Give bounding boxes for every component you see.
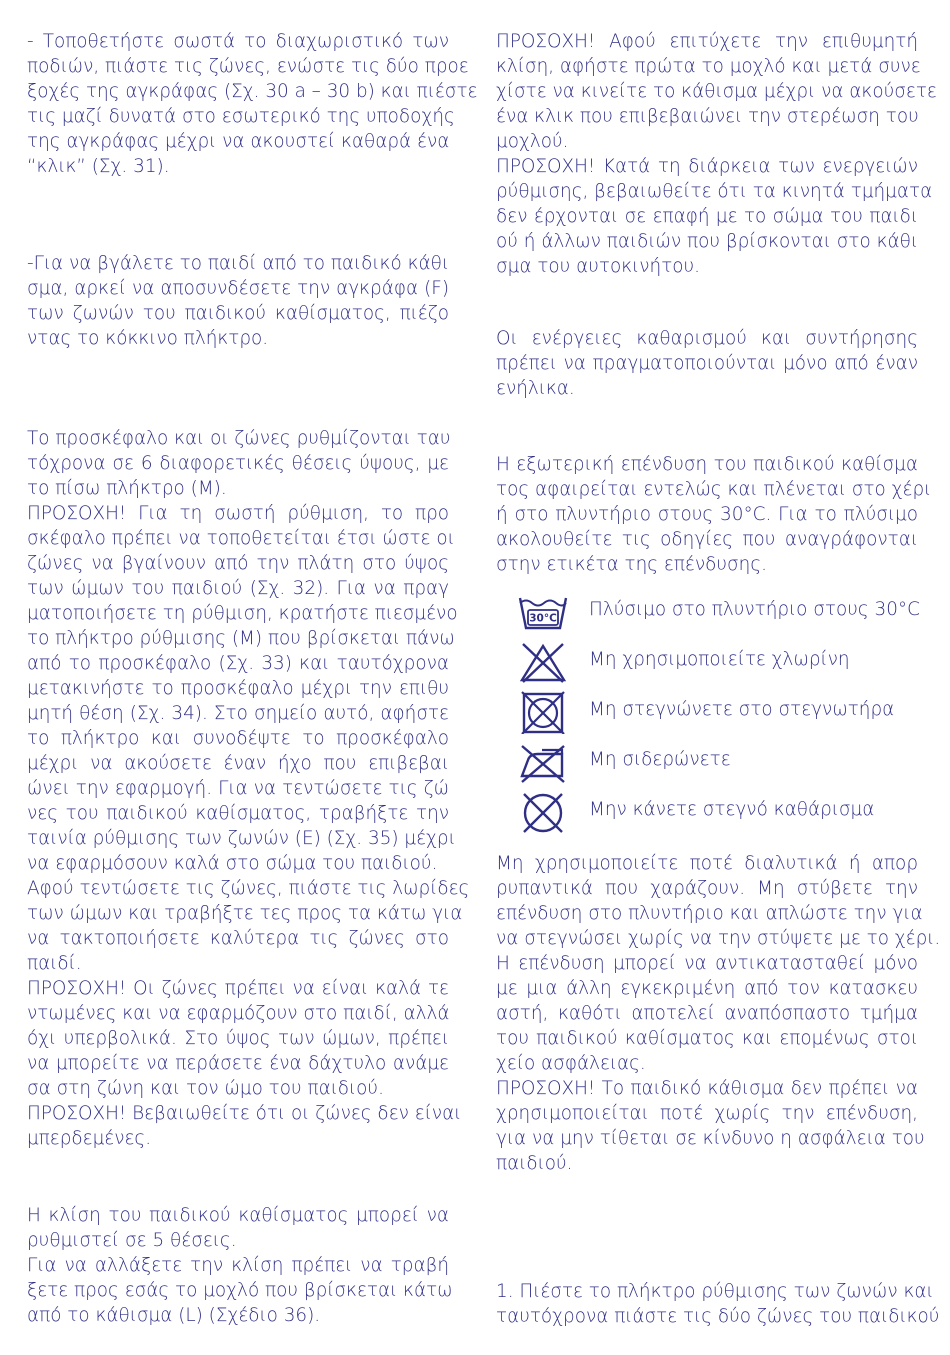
text-line: ποδιών, πιάστε τις ζώνες, ενώστε τις δύο προε [27, 56, 469, 77]
text-line: δεν έρχονται σε επαφή με το σώμα του παιδι [496, 206, 918, 227]
no-iron-icon [516, 740, 570, 784]
text-line: ξοχές της αγκράφας (Σχ. 30 a – 30 b) και πιέστε [27, 81, 478, 102]
text-line: τις μαζί δυνατά στο εσωτερικό της υποδοχής [27, 106, 455, 127]
text-line: στην ετικέτα της επένδυσης. [496, 554, 767, 575]
text-line: το πλήκτρο και συνοδέψτε το προσκέφαλο [27, 728, 449, 749]
text-line: ντωμένες και να εφαρμόζουν στο παιδί, αλλά [27, 1003, 450, 1024]
text-line: ένα κλικ που επιβεβαιώνει την στερέωση του [496, 106, 919, 127]
care-symbol-label: Πλύσιμο στο πλυντήριο στους 30°C [589, 599, 920, 620]
text-line: - Τοποθετήστε σωστά το διαχωριστικό των [27, 31, 449, 52]
text-line: ή στο πλυντήριο στους 30°C. Για το πλύσιμο [496, 504, 918, 525]
text-line: το πίσω πλήκτρο (Μ). [27, 478, 227, 499]
text-line: Οι ενέργειες καθαρισμού και συντήρησης [496, 328, 918, 349]
text-line: χείο ασφάλειας. [496, 1053, 646, 1074]
no-bleach-icon [516, 640, 570, 684]
text-line: να στεγνώσει χωρίς να την στύψετε με το χέρι. [496, 928, 941, 949]
text-line: ΠΡΟΣΟΧΗ! Για τη σωστή ρύθμιση, το προ [27, 503, 449, 524]
text-line: ού ή άλλων παιδιών που βρίσκονται στο κάθι [496, 231, 918, 252]
text-line: Αφού τεντώσετε τις ζώνες, πιάστε τις λωρίδες [27, 878, 470, 899]
text-line: ακολουθείτε τις οδηγίες που αναγράφονται [496, 529, 918, 550]
text-line: ρύθμισης, βεβαιωθείτε ότι τα κινητά τμήματα [496, 181, 933, 202]
text-line: των ζωνών του παιδικού καθίσματος, πιέζο [27, 303, 449, 324]
text-line: να τακτοποιήσετε καλύτερα τις ζώνες στο [27, 928, 449, 949]
text-line: το πλήκτρο ρύθμισης (Μ) που βρίσκεται πάνω [27, 628, 455, 649]
text-line: χρησιμοποιείται ποτέ χωρίς την επένδυση, [496, 1103, 918, 1124]
text-line: του παιδικού καθίσματος και επομένως στοι [496, 1028, 918, 1049]
text-line: μέχρι να ακούσετε έναν ήχο που επιβεβαι [27, 753, 449, 774]
text-line: 1. Πιέστε το πλήκτρο ρύθμισης των ζωνών και [496, 1281, 934, 1302]
text-line: τος αφαιρείται εντελώς και πλένεται στο χέρι [496, 479, 932, 500]
text-line: μπερδεμένες. [27, 1128, 152, 1149]
text-line: κλίση, αφήστε πρώτα το μοχλό και μετά συνε [496, 56, 921, 77]
text-line: Το προσκέφαλο και οι ζώνες ρυθμίζονται ταυ [27, 428, 451, 449]
text-line: ΠΡΟΣΟΧΗ! Αφού επιτύχετε την επιθυμητή [496, 31, 918, 52]
text-line: ρυθμιστεί σε 5 θέσεις. [27, 1230, 237, 1251]
text-line: με μια άλλη εγκεκριμένη από τον κατασκευ [496, 978, 918, 999]
headrest-harness-adjustment-paragraph [27, 426, 470, 1151]
buckle-release-paragraph [27, 251, 449, 351]
text-line: ντας το κόκκινο πλήκτρο. [27, 328, 269, 349]
recline-warnings-paragraph [496, 29, 937, 279]
text-line: ξετε προς εσάς το μοχλό που βρίσκεται κάτω [27, 1280, 453, 1301]
cover-washing-paragraph [496, 452, 932, 577]
text-line: Μη χρησιμοποιείτε ποτέ διαλυτικά ή απορ [496, 853, 918, 874]
text-line: των ώμων του παιδιού (Σχ. 32). Για να πραγ [27, 578, 449, 599]
care-symbol-row [496, 636, 918, 686]
text-line: τόχρονα σε 6 διαφορετικές θέσεις ύψους, με [27, 453, 449, 474]
text-line: ζώνες να βγαίνουν από την πλάτη στο ύψος [27, 553, 449, 574]
text-line: -Για να βγάλετε το παιδί από το παιδικό κάθι [27, 253, 449, 274]
text-line: Η εξωτερική επένδυση του παιδικού καθίσμα [496, 454, 918, 475]
text-line: των ώμων και τραβήξτε τες προς τα κάτω για [27, 903, 463, 924]
buckle-fastening-paragraph [27, 29, 478, 179]
text-line: ταινία ρύθμισης των ζωνών (Ε) (Σχ. 35) μέχρι [27, 828, 456, 849]
text-line: πρέπει να πραγματοποιούνται μόνο από έναν [496, 353, 918, 374]
text-line: μητή θέση (Σχ. 34). Στο σημείο αυτό, αφήστε [27, 703, 449, 724]
care-symbol-label: Μη χρησιμοποιείτε χλωρίνη [589, 649, 850, 670]
wash-30-icon [516, 590, 570, 634]
text-line: σα στη ζώνη και τον ώμο του παιδιού. [27, 1078, 384, 1099]
seat-recline-paragraph [27, 1203, 453, 1328]
text-line: Για να αλλάξετε την κλίση πρέπει να τραβή [27, 1255, 449, 1276]
care-symbol-label: Μη σιδερώνετε [589, 749, 731, 770]
cover-care-warnings-paragraph [496, 851, 941, 1176]
text-line: ρυπαντικά που χαράζουν. Μη στύβετε την [496, 878, 918, 899]
care-symbol-row [496, 786, 918, 836]
no-tumble-dry-icon [516, 690, 570, 734]
text-line: ΠΡΟΣΟΧΗ! Το παιδικό κάθισμα δεν πρέπει να [496, 1078, 918, 1099]
text-line: της αγκράφας μέχρι να ακουστεί καθαρά ένα [27, 131, 450, 152]
no-dry-clean-icon [516, 790, 570, 834]
text-line: χίστε να κινείτε το κάθισμα μέχρι να ακούσετε [496, 81, 937, 102]
text-line: παιδί. [27, 953, 82, 974]
text-line: να εφαρμόσουν καλά στο σώμα του παιδιού. [27, 853, 438, 874]
text-line: επένδυση στο πλυντήριο και απλώστε την για [496, 903, 923, 924]
text-line: σμα, αρκεί να αποσυνδέσετε την αγκράφα (F) [27, 278, 449, 299]
care-symbol-label: Μην κάνετε στεγνό καθάρισμα [589, 799, 875, 820]
text-line: σκέφαλο πρέπει να τοποθετείται έτσι ώστε οι [27, 528, 455, 549]
text-line: παιδιού. [496, 1153, 573, 1174]
text-line: ματοποιήσετε τη ρύθμιση, κρατήστε πιεσμένο [27, 603, 458, 624]
text-line: “κλικ” (Σχ. 31). [27, 156, 170, 177]
text-line: μοχλού. [496, 131, 569, 152]
text-line: ταυτόχρονα πιάστε τις δύο ζώνες του παιδικού [496, 1306, 940, 1327]
text-line: Η επένδυση μπορεί να αντικατασταθεί μόνο [496, 953, 918, 974]
text-line: όχι υπερβολικά. Στο ύψος των ώμων, πρέπει [27, 1028, 449, 1049]
text-line: μετακινήστε το προσκέφαλο μέχρι την επιθυ [27, 678, 449, 699]
text-line: ΠΡΟΣΟΧΗ! Κατά τη διάρκεια των ενεργειών [496, 156, 918, 177]
care-symbol-row [496, 686, 918, 736]
harness-removal-step-paragraph [496, 1279, 940, 1329]
text-line: Η κλίση του παιδικού καθίσματος μπορεί να [27, 1205, 449, 1226]
text-line: ΠΡΟΣΟΧΗ! Βεβαιωθείτε ότι οι ζώνες δεν είναι [27, 1103, 462, 1124]
text-line: ΠΡΟΣΟΧΗ! Οι ζώνες πρέπει να είναι καλά τε [27, 978, 449, 999]
text-line: ώνει την εφαρμογή. Για να τεντώσετε τις ζώ [27, 778, 449, 799]
text-line: ενήλικα. [496, 378, 575, 399]
care-symbols-list [496, 586, 918, 836]
care-symbol-label: Μη στεγνώνετε στο στεγνωτήρα [589, 699, 895, 720]
text-line: αστή, καθότι αποτελεί αναπόσπαστο τμήμα [496, 1003, 918, 1024]
text-line: από το προσκέφαλο (Σχ. 33) και ταυτόχρονα [27, 653, 449, 674]
care-symbol-row [496, 736, 918, 786]
text-line: να μπορείτε να περάσετε ένα δάχτυλο ανάμε [27, 1053, 449, 1074]
text-line: από το κάθισμα (L) (Σχέδιο 36). [27, 1305, 321, 1326]
cleaning-adult-only-paragraph [496, 326, 918, 401]
text-line: νες του παιδικού καθίσματος, τραβήξτε την [27, 803, 449, 824]
care-symbol-row [496, 586, 918, 636]
text-line: για να μην τίθεται σε κίνδυνο η ασφάλεια του [496, 1128, 925, 1149]
text-line: σμα του αυτοκινήτου. [496, 256, 701, 277]
wash-temperature-text: 30°C [529, 612, 557, 625]
